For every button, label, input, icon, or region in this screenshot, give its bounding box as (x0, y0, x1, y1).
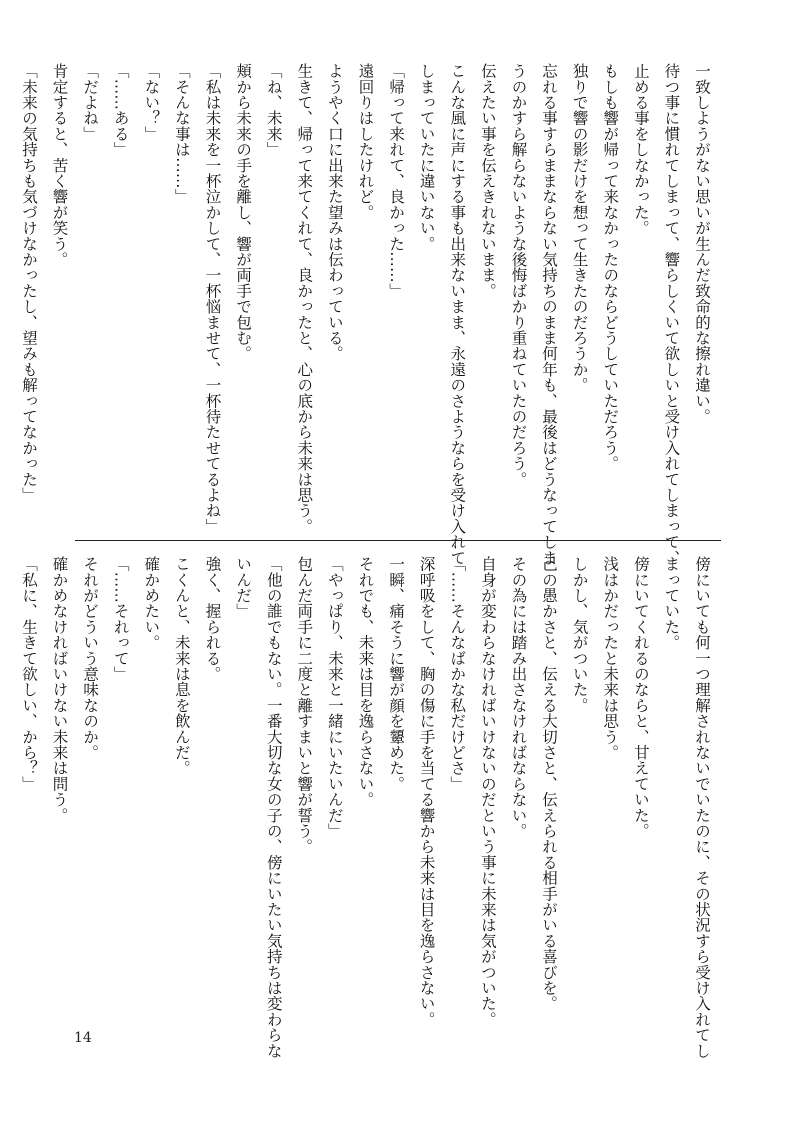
upper-text-column (19, 63, 717, 566)
text-line: 「やっぱり、未来と一緒にいたいんだ」 (325, 556, 344, 839)
text-line: 遠回りはしたけれど。 (356, 63, 375, 220)
text-line: うのかすら解らないような後悔ばかり重ねていたのだろう。 (509, 63, 528, 487)
text-line: 確かめなければいけない未来は問う。 (50, 556, 69, 823)
text-line: もしも響が帰って来なかったのならどうしていただろう。 (601, 63, 620, 472)
text-line: 「私に、生きて欲しい、から？」 (19, 556, 38, 792)
text-line: 生きて、帰って来てくれて、良かったと、心の底から未来は思う。 (295, 63, 314, 534)
text-line: 一致しようがない思いが生んだ致命的な擦れ違い。 (693, 63, 711, 425)
text-line: 己の愚かさと、伝える大切さと、伝えられる相手がいる喜びを。 (540, 556, 559, 1012)
text-line: ようやく口に出来た望みは伝わっている。 (325, 63, 344, 362)
text-line: 自身が変わらなければいけないのだという事に未来は気がついた。 (478, 556, 497, 1027)
text-line: 一瞬、痛そうに響が顔を顰めた。 (387, 556, 406, 792)
text-line: 傍にいてくれるのならと、甘えていた。 (631, 556, 650, 839)
text-line: 「未来の気持ちも気づけなかったし、望みも解ってなかった」 (19, 63, 38, 503)
text-line: 浅はかだったと未来は思う。 (601, 556, 620, 761)
text-line: しまっていたに違いない。 (417, 63, 436, 252)
text-line: 「……そんなばかな私だけどさ」 (448, 556, 467, 792)
text-line: 包んだ両手に二度と離すまいと響が誓う。 (295, 556, 314, 855)
text-line: それでも、未来は目を逸らさない。 (356, 556, 375, 808)
text-line: 止める事をしなかった。 (631, 63, 650, 236)
text-line: 傍にいても何一つ理解されないでいたのに、その状況すら受け入れてし (693, 556, 711, 1059)
page-number: 14 (74, 1030, 92, 1046)
section-divider (75, 540, 721, 541)
text-line: 「私は未来を一杯泣かして、一杯悩ませて、一杯待たせてるよね」 (203, 63, 222, 534)
text-line: 「ない？」 (142, 63, 161, 142)
text-line: 強く、握られる。 (203, 556, 222, 682)
text-line: 深呼吸をして、胸の傷に手を当てる響から未来は目を逸らさない。 (417, 556, 436, 1027)
text-line: 待つ事に慣れてしまって、響らしくいて欲しいと受け入れてしまって、 (662, 63, 681, 566)
text-line: 肯定すると、苦く響が笑う。 (50, 63, 69, 268)
text-line: 「……ある」 (111, 63, 130, 158)
text-line: 「……それって」 (111, 556, 130, 682)
text-line: 伝えたい事を伝えきれないまま。 (478, 63, 497, 299)
text-line: いんだ」 (234, 556, 253, 619)
text-line: しかし、気がついた。 (570, 556, 589, 713)
text-line: 「帰って来れて、良かった……」 (387, 63, 406, 299)
text-line: 「だよね」 (81, 63, 100, 142)
text-line: 「そんな事は……」 (172, 63, 191, 205)
text-line: 「ね、未来」 (264, 63, 283, 158)
text-line: まっていた。 (662, 556, 681, 651)
text-line: こんな風に声にする事も出来ないまま、永遠のさようならを受け入れて (448, 63, 467, 566)
text-line: 独りで響の影だけを想って生きたのだろうか。 (570, 63, 589, 393)
text-line: こくんと、未来は息を飲んだ。 (172, 556, 191, 776)
text-line: 頬から未来の手を離し、響が両手で包む。 (234, 63, 253, 362)
text-line: それがどういう意味なのか。 (81, 556, 100, 761)
text-line: 確かめたい。 (142, 556, 161, 651)
text-line: 忘れる事すらままならない気持ちのまま何年も、最後はどうなってしま (540, 63, 559, 566)
text-line: 「他の誰でもない。一番大切な女の子の、傍にいたい気持ちは変わらな (264, 556, 283, 1059)
text-line: その為には踏み出さなければならない。 (509, 556, 528, 839)
